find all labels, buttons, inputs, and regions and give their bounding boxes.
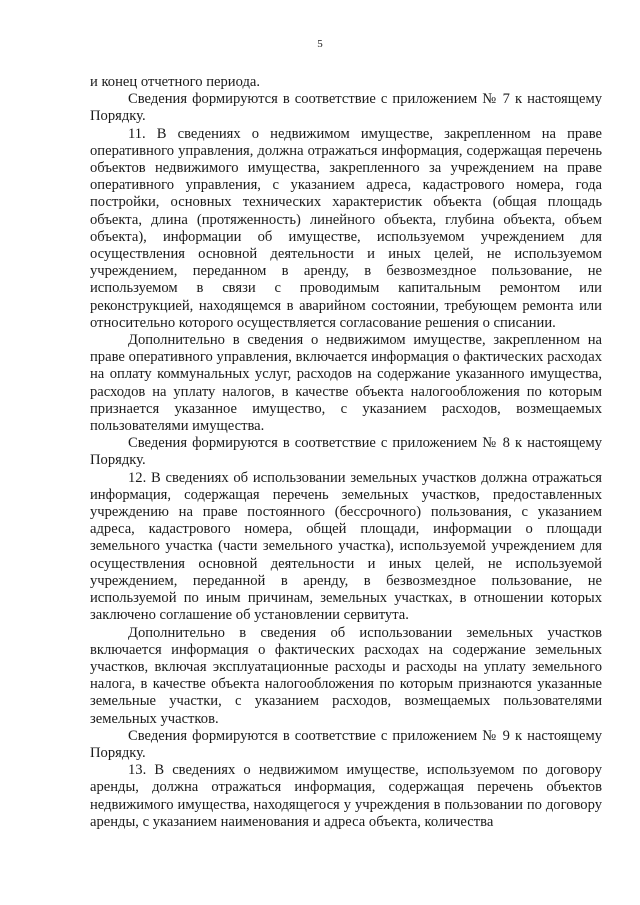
paragraph: Сведения формируются в соответствие с приложением № 9 к настоящему Порядку. [90, 727, 602, 761]
paragraph-section-13: 13. В сведениях о недвижимом имуществе, используемом по договору аренды, должна отражаться информация, содержащая перечень объектов недвижимого имущества, находящегося у учреждения в пользовании по договору аренды, с указанием наименования и адреса объекта, количества [90, 762, 602, 830]
paragraph: Сведения формируются в соответствие с приложением № 8 к настоящему Порядку. [90, 435, 602, 469]
page-number: 5 [317, 38, 323, 50]
paragraph: и конец отчетного периода. [90, 74, 261, 90]
paragraph: Сведения формируются в соответствие с приложением № 7 к настоящему Порядку. [90, 91, 602, 125]
paragraph: Дополнительно в сведения об использовании земельных участков включается информация о фактических расходах на содержание земельных участков, включая эксплуатационные расходы и расходы на уплату земельного налога, в качестве объекта налогообложения по которым признаются указанные земельные участки, с указанием расходов, возмещаемых пользователями земельных участков. [90, 624, 602, 727]
paragraph-section-12: 12. В сведениях об использовании земельных участков должна отражаться информация, содержащая перечень земельных участков, предоставленных учреждению на праве постоянного (бессрочного) пользования, с указанием адреса, кадастрового номера, общей площади, информации о площади земельного участка (части земельного участка), используемой учреждением для осуществления основной деятельности и иных целей, не используемой учреждением, переданной в аренду, в безвозмездное пользование, не используемой по иным причинам, земельных участках, в отношении которых заключено соглашение об установлении сервитута. [90, 469, 602, 624]
document-body [90, 74, 602, 831]
paragraph: Дополнительно в сведения о недвижимом имуществе, закрепленном на праве оперативного управления, включается информация о фактических расходах на оплату коммунальных услуг, расходов на содержание указанного имущества, расходов на уплату налогов, в качестве объекта налогообложения по которым признается указанное имущество, с указанием расходов, возмещаемых пользователями имущества. [90, 332, 602, 435]
paragraph-section-11: 11. В сведениях о недвижимом имуществе, закрепленном на праве оперативного управления, должна отражаться информация, содержащая перечень объектов недвижимого имущества, закрепленного за учреждением на праве оперативного управления, с указанием адреса, кадастрового номера, года постройки, основных технических характеристик объекта (общая площадь объекта, длина (протяженность) линейного объекта, глубина объекта, объем объекта), информации об имуществе, используемом учреждением для осуществления основной деятельности и иных целей, не используемом учреждением, переданном в аренду, в безвозмездное пользование, не используемом в связи с проводимым капитальным ремонтом или реконструкцией, находящемся в аварийном состоянии, требующем ремонта или относительно которого осуществляется согласование решения о списании. [90, 125, 602, 331]
